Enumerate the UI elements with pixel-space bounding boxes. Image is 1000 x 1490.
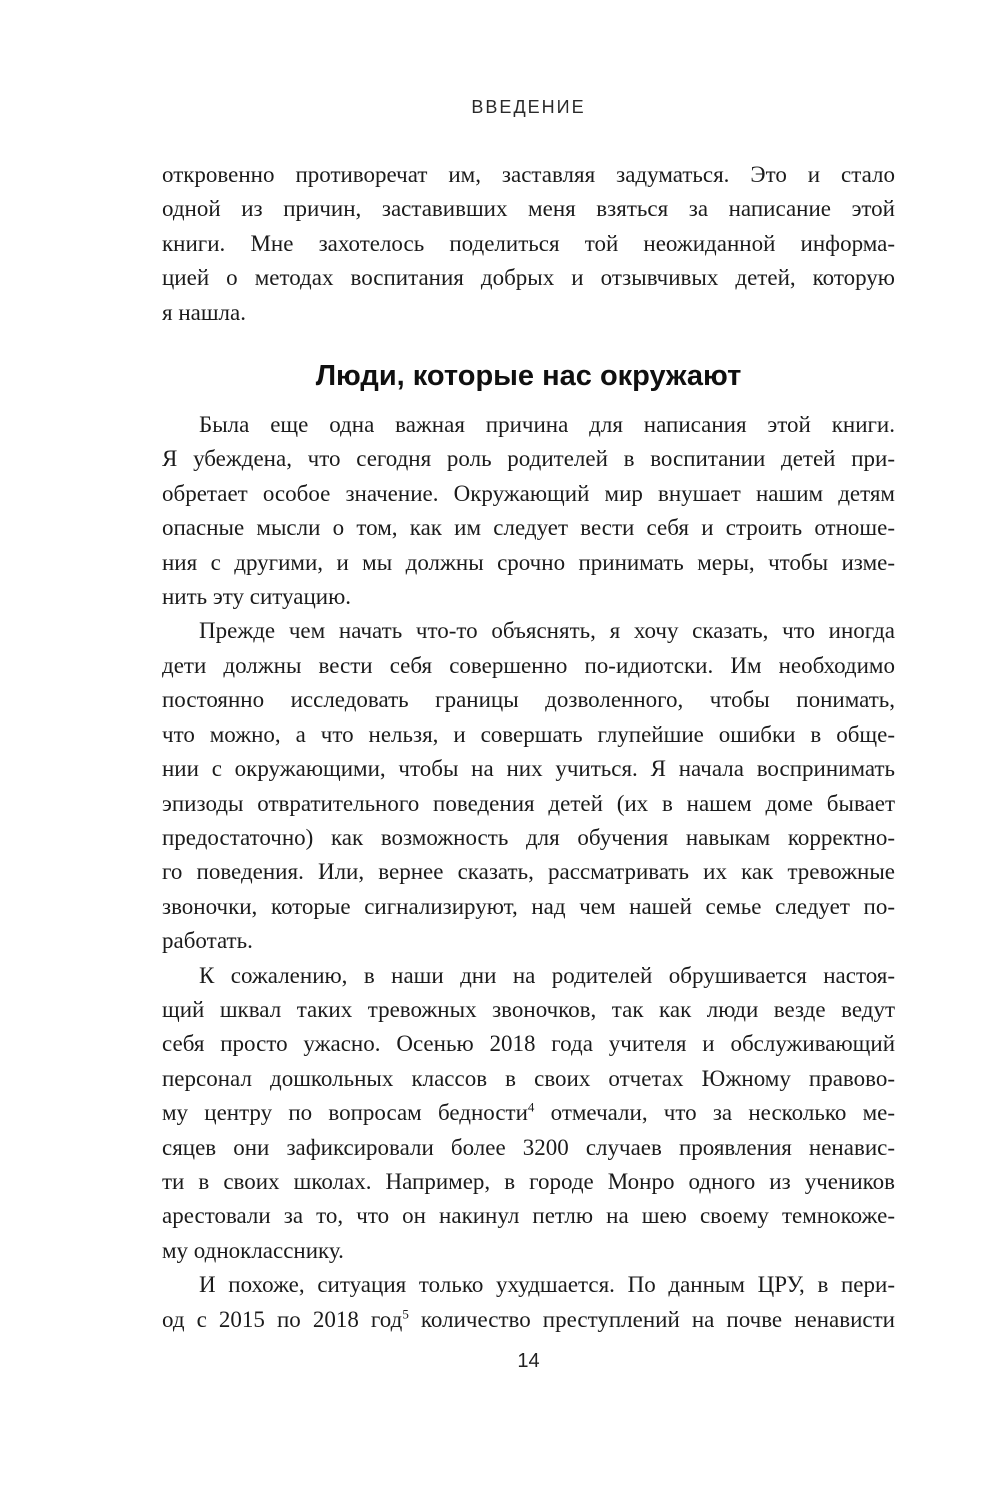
text-line: книги. Мне захотелось поделиться той неожиданной информа- (162, 230, 895, 256)
text-line: Была еще одна важная причина для написания этой книги. (199, 412, 895, 438)
text-line: ния с другими, и мы должны срочно принимать меры, чтобы изме- (162, 549, 895, 575)
page-number: 14 (517, 1350, 540, 1372)
text-line: опасные мысли о том, как им следует вести себя и строить отноше- (162, 515, 895, 541)
text-line: нить эту ситуацию. (162, 584, 351, 610)
text-line: себя просто ужасно. Осенью 2018 года учителя и обслуживающий (162, 1031, 895, 1057)
text-line: Прежде чем начать что-то объяснять, я хочу сказать, что иногда (199, 618, 895, 644)
text-line: цией о методах воспитания добрых и отзывчивых детей, которую (162, 265, 895, 291)
section-heading: Люди, которые нас окружают (315, 360, 742, 393)
text-line: арестовали за то, что он накинул петлю на шею своему темнокоже- (162, 1203, 895, 1229)
text-segment: од с 2015 по 2018 год (162, 1306, 403, 1332)
text-line: нии с окружающими, чтобы на них учиться. Я начала воспринимать (162, 756, 895, 782)
text-line: щий шквал таких тревожных звоночков, так как люди везде ведут (162, 996, 895, 1022)
text-line: я нашла. (162, 299, 246, 325)
text-line: сяцев они зафиксировали более 3200 случаев проявления ненавис- (162, 1134, 895, 1160)
text-line: обретает особое значение. Окружающий мир внушает нашим детям (162, 480, 895, 506)
text-line: Я убеждена, что сегодня роль родителей в воспитании детей при- (162, 446, 895, 472)
text-line: К сожалению, в наши дни на родителей обрушивается настоя- (199, 962, 895, 988)
text-segment: му центру по вопросам бедности (162, 1100, 528, 1126)
text-line: го поведения. Или, вернее сказать, рассматривать их как тревожные (162, 859, 895, 885)
text-line: работать. (162, 928, 253, 954)
text-segment: количество преступлений на почве ненависти (408, 1306, 895, 1332)
text-line: персонал дошкольных классов в своих отчетах Южному правово- (162, 1065, 895, 1091)
text-line: И похоже, ситуация только ухудшается. По данным ЦРУ, в пери- (199, 1272, 895, 1298)
text-line: предостаточно) как возможность для обучения навыкам корректно- (162, 824, 895, 850)
paragraph (162, 614, 895, 958)
text-line: ти в своих школах. Например, в городе Монро одного из учеников (162, 1168, 895, 1194)
text-line: му однокласснику. (162, 1237, 344, 1263)
text-line: звоночки, которые сигнализируют, над чем нашей семье следует по- (162, 893, 895, 919)
text-line: постоянно исследовать границы дозволенного, чтобы понимать, (162, 687, 895, 713)
text-line: что можно, а что нельзя, и совершать глупейшие ошибки в обще- (162, 721, 895, 747)
footnote-ref-5: 5 (402, 1305, 409, 1321)
paragraph (162, 959, 895, 1269)
text-line: откровенно противоречат им, заставляя задуматься. Это и стало (162, 162, 895, 187)
text-line (162, 1303, 895, 1337)
running-head: ВВЕДЕНИЕ (471, 97, 586, 117)
body-text (162, 158, 895, 1337)
text-line: дети должны вести себя совершенно по-идиотски. Им необходимо (162, 652, 895, 678)
paragraph (162, 158, 895, 330)
text-segment: отмечали, что за несколько ме- (534, 1100, 895, 1126)
footnote-ref-4: 4 (527, 1099, 535, 1115)
paragraph (162, 408, 895, 614)
text-line: эпизоды отвратительного поведения детей (их в нашем доме бывает (162, 790, 895, 816)
text-line (162, 1096, 895, 1130)
text-line: одной из причин, заставивших меня взяться за написание этой (162, 196, 895, 222)
paragraph (162, 1268, 895, 1337)
